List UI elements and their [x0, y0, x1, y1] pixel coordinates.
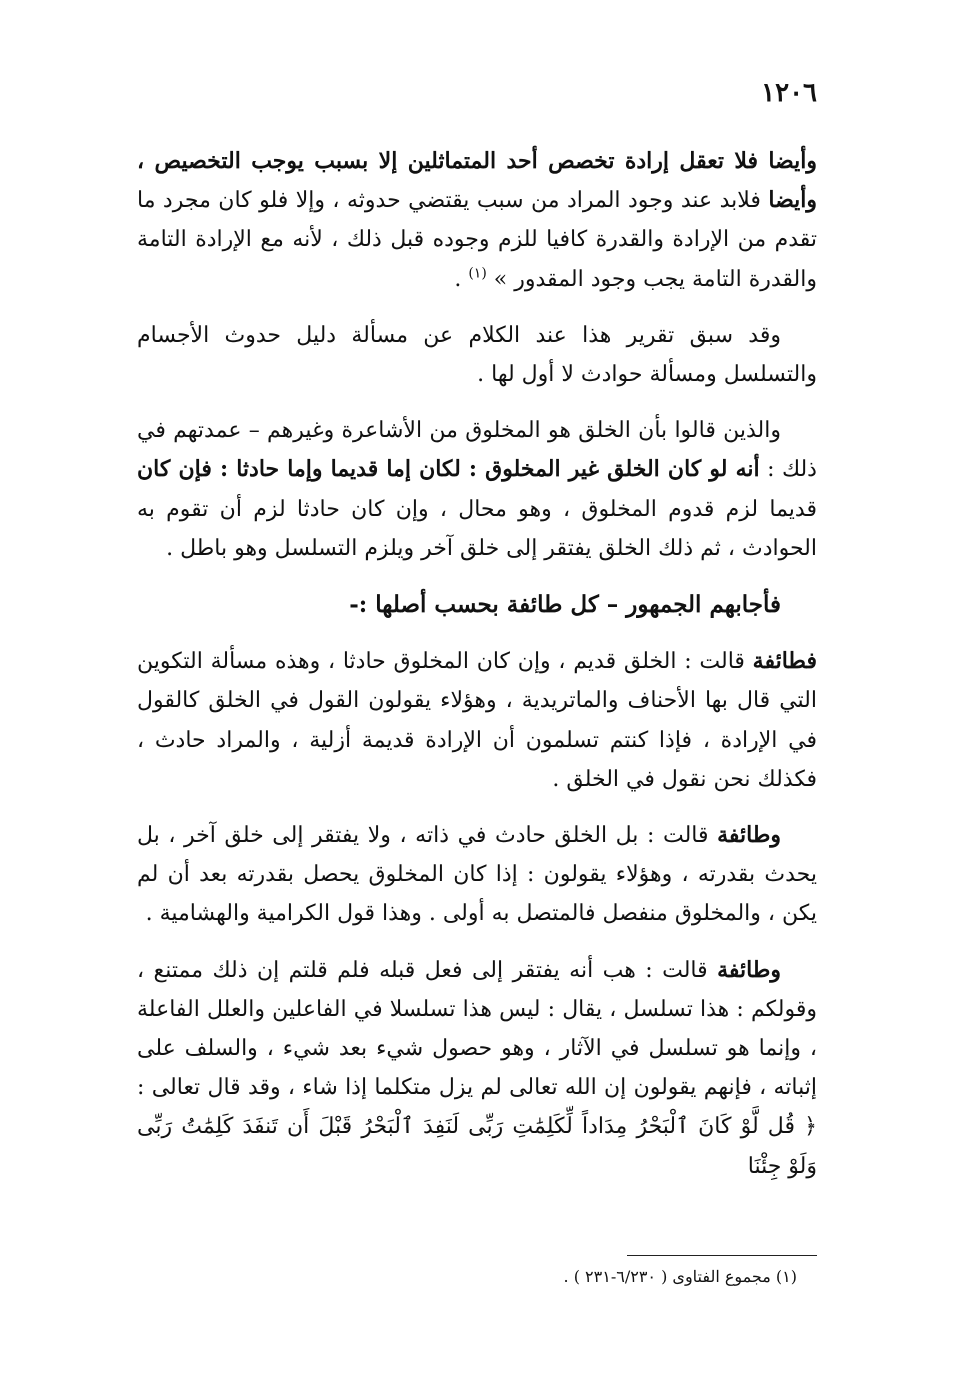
paragraph-6-bold-lead: وطائفة: [717, 956, 781, 983]
body-text: [137, 142, 817, 1203]
paragraph-3-text-end: قديما لزم قدوم المخلوق ، وهو محال ، وإن كان حادثا لزم أن تقوم به الحوادث ، ثم ذلك الخلق يفتقر إلى خلق آخر ويلزم التسلسل وهو باطل .: [137, 496, 817, 561]
paragraph-6: [137, 951, 817, 1186]
footnote-reference[interactable]: (١): [468, 265, 487, 282]
footnote-divider: [627, 1255, 817, 1256]
section-heading: فأجابهم الجمهور – كل طائفة بحسب أصلها :-: [349, 591, 781, 619]
paragraph-4: [137, 642, 817, 799]
paragraph-3-bold-part: أنه لو كان الخلق غير المخلوق : لكان إما قديما وإما حادثا : فإن كان: [137, 456, 760, 483]
paragraph-6-text: قالت : هب أنه يفتقر إلى فعل قبله فلم قلتم إن ذلك ممتنع ، وقولكم : هذا تسلسل ، يقال : ليس هذا تسلسلا في الفاعلين والعلل الفاعلة ، وإنما هو تسلسل في الآثار ، وهو حصول شيء بعد شيء ، والسلف على إثباته ، فإنهم يقولون إن الله تعالى لم يزل متكلما إذا شاء ، وقد قال تعالى :: [137, 957, 817, 1101]
footnote: (١) مجموع الفتاوى ( ٦/٢٣٠-٢٣١ ) .: [563, 1267, 797, 1286]
paragraph-3-text-start: والذين قالوا بأن الخلق هو المخلوق من الأشاعرة وغيرهم – عمدتهم في ذلك :: [137, 418, 817, 483]
paragraph-1-end: .: [454, 266, 469, 292]
paragraph-1: [137, 142, 817, 299]
paragraph-1-text: فلابد عند وجود المراد من سبب يقتضي حدوثه ، وإلا فلو كان مجرد ما تقدم من الإرادة والقدرة كافيا للزم وجوده قبل ذلك ، لأنه مع الإرادة التامة والقدرة التامة يجب وجود المقدور »: [137, 188, 817, 292]
quran-verse: ﴿ قُل لَّوْ كَانَ ٱلْبَحْرُ مِدَاداً لِّكَلِمَٰتِ رَبِّى لَنَفِدَ ٱلْبَحْرُ قَبْلَ أَن تَنفَدَ كَلِمَٰتُ رَبِّى وَلَوْ جِئْنَا: [137, 1114, 817, 1179]
paragraph-1-bold-lead: وأيضا فلا تعقل إرادة تخصص أحد المتماثلين إلا بسبب يوجب التخصيص ، وأيضا: [137, 148, 817, 214]
paragraph-4-text: قالت : الخلق قديم ، وإن كان المخلوق حادثا ، وهذه مسألة التكوين التي قال بها الأحناف والماتريدية ، وهؤلاء يقولون القول في الخلق كالقول في الإرادة ، فإذا كنتم تسلمون أن الإرادة قديمة أزلية ، والمراد حادث ، فكذلك نحن نقول في الخلق .: [137, 649, 817, 792]
paragraph-5-text: قالت : بل الخلق حادث في ذاته ، ولا يفتقر إلى خلق آخر ، بل يحدث بقدرته ، وهؤلاء يقولون : إذا كان المخلوق يحصل بقدرته بعد أن لم يكن ، والمخلوق منفصل فالمتصل به أولى . وهذا قول الكرامية والهشامية .: [137, 823, 817, 927]
paragraph-3: [137, 411, 817, 568]
paragraph-2: وقد سبق تقرير هذا عند الكلام عن مسألة دليل حدوث الأجسام والتسلسل ومسألة حوادث لا أول لها .: [137, 322, 817, 388]
paragraph-5: [137, 816, 817, 934]
paragraph-4-bold-lead: فطائفة: [752, 648, 817, 675]
page-number: ١٢٠٦: [761, 78, 817, 108]
paragraph-5-bold-lead: وطائفة: [717, 822, 781, 849]
